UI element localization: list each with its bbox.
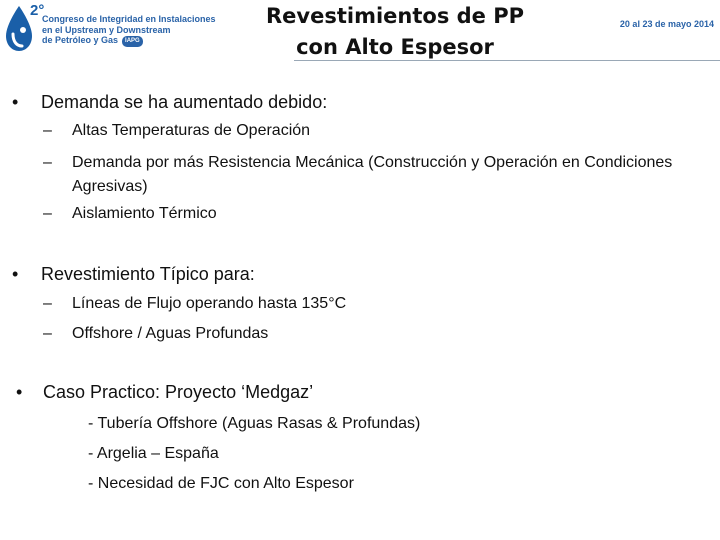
sub-dash: –	[43, 122, 52, 139]
logo-number: 2°	[30, 2, 45, 19]
sub-text: Offshore / Aguas Profundas	[72, 325, 269, 342]
bullet-marker: •	[16, 382, 23, 402]
sub-text: Aislamiento Térmico	[72, 205, 217, 222]
bullet-marker: •	[12, 92, 19, 112]
sub-item	[43, 294, 713, 314]
event-date: 20 al 23 de mayo 2014	[619, 19, 714, 29]
sub-item	[43, 151, 713, 199]
bullet-marker: •	[12, 264, 19, 284]
sub-item	[43, 121, 713, 141]
bullet-text: Revestimiento Típico para:	[41, 264, 255, 284]
logo-badge: IAPG	[122, 36, 143, 47]
sub-text: Líneas de Flujo operando hasta 135°C	[72, 295, 347, 312]
bullet-text: Caso Practico: Proyecto ‘Medgaz’	[43, 382, 314, 402]
logo-line-1: Congreso de Integridad en Instalaciones	[42, 14, 216, 24]
logo-line-3: de Petróleo y Gas	[42, 35, 119, 45]
sub-dash: –	[43, 154, 52, 171]
sub-dash: –	[43, 295, 52, 312]
logo-line-2: en el Upstream y Downstream	[42, 24, 171, 35]
sub-item: - Tubería Offshore (Aguas Rasas & Profundas)	[88, 415, 421, 432]
sub-text: Altas Temperaturas de Operación	[72, 122, 311, 139]
sub-dash: –	[43, 205, 52, 222]
sub-dash: –	[43, 325, 52, 342]
sub-item	[43, 204, 713, 224]
sub-item	[43, 324, 713, 344]
sub-item: - Necesidad de FJC con Alto Espesor	[88, 475, 354, 492]
sub-item: - Argelia – España	[88, 445, 219, 462]
title-line-2: con Alto Espesor	[296, 35, 494, 59]
title-line-1: Revestimientos de PP	[266, 4, 524, 28]
bullet-text: Demanda se ha aumentado debido:	[41, 92, 328, 112]
sub-text: Demanda por más Resistencia Mecánica (Construcción y Operación en Condiciones Agresivas)	[72, 154, 673, 195]
